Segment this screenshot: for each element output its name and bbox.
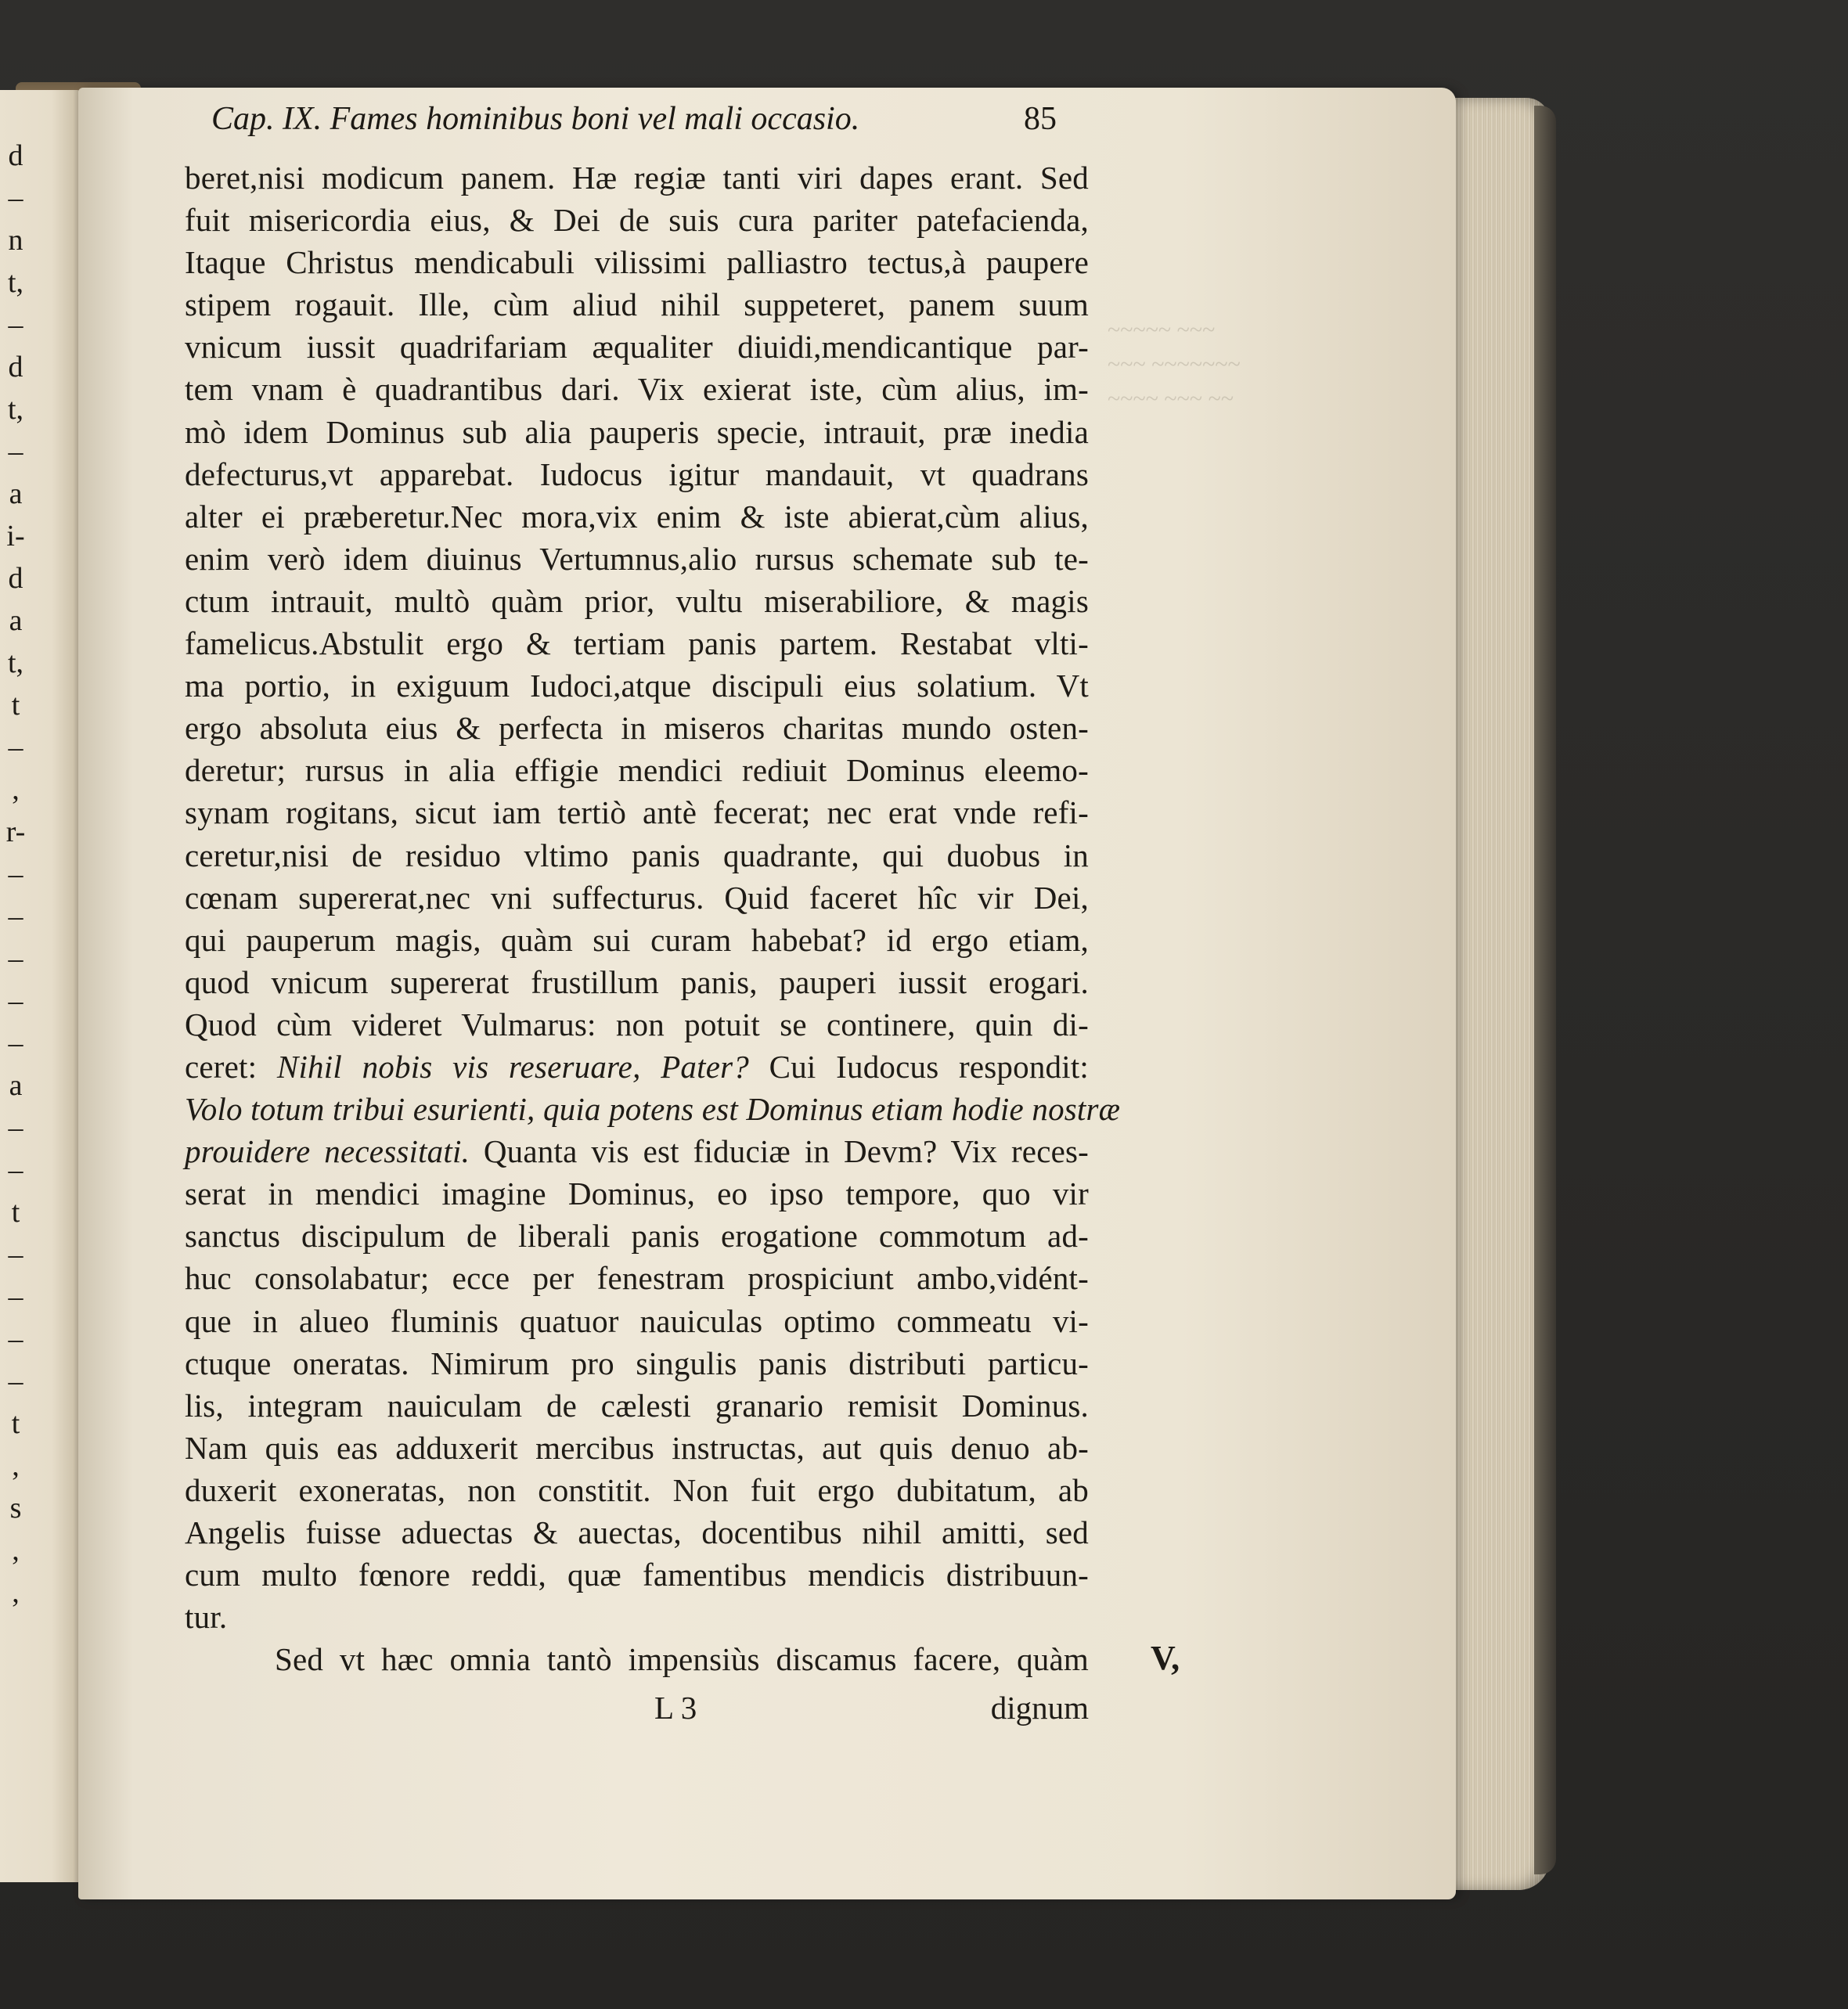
- catchword: dignum: [990, 1690, 1089, 1726]
- verso-line-ending: –: [8, 858, 23, 891]
- verso-line-ending: –: [8, 1238, 23, 1271]
- verso-line-ending: r-: [5, 815, 26, 848]
- text-line: famelicus.Abstulit ergo & tertiam panis partem. Restabat vlti-: [185, 625, 1089, 662]
- text-line: alter ei præberetur.Nec mora,vix enim & iste abierat,cùm alius,: [185, 498, 1089, 535]
- signature-mark: L 3: [654, 1690, 697, 1726]
- text-line: Sed vt hæc omnia tantò impensiùs discamus facere, quàm: [275, 1641, 1089, 1678]
- running-header: [211, 100, 1057, 147]
- text-line: sanctus discipulum de liberali panis erogatione commotum ad-: [185, 1218, 1089, 1255]
- text-line: Quod cùm videret Vulmarus: non potuit se continere, quin di-: [185, 1006, 1089, 1042]
- text-line: vnicum iussit quadrifariam æqualiter diuidi,mendicantique par-: [185, 329, 1089, 365]
- left-page-edge: [0, 90, 86, 1882]
- text-line: synam rogitans, sicut iam tertiò antè fecerat; nec erat vnde refi-: [185, 794, 1089, 831]
- text-line: Angelis fuisse aduectas & auectas, docentibus nihil amitti, sed: [185, 1514, 1089, 1550]
- verso-line-ending: s: [9, 1492, 22, 1525]
- verso-line-ending: a: [9, 604, 23, 637]
- verso-line-ending: t: [11, 1407, 20, 1440]
- text-line: tem vnam è quadrantibus dari. Vix exierat iste, cùm alius, im-: [185, 371, 1089, 408]
- text-line: stipem rogauit. Ille, cùm aliud nihil suppeteret, panem suum: [185, 286, 1089, 323]
- text-line: ma portio, in exiguum Iudoci,atque discipuli eius solatium. Vt: [185, 668, 1089, 704]
- text-line: ctum intrauit, multò quàm prior, vultu miserabiliore, & magis: [185, 582, 1089, 619]
- verso-line-ending: d: [8, 351, 23, 383]
- verso-line-ending: –: [8, 1027, 23, 1060]
- text-line: Itaque Christus mendicabuli vilissimi palliastro tectus,à paupere: [185, 244, 1089, 281]
- verso-line-ending: t,: [7, 646, 24, 679]
- verso-line-ending: d: [8, 562, 23, 595]
- verso-line-ending: ,: [12, 773, 20, 806]
- text-line: mò idem Dominus sub alia pauperis specie, intrauit, præ inedia: [185, 413, 1089, 450]
- verso-line-ending: –: [8, 1323, 23, 1356]
- running-title: Cap. IX. Fames hominibus boni vel mali occasio.: [211, 101, 860, 137]
- text-line: cœnam supererat,nec vni suffecturus. Quid faceret hîc vir Dei,: [185, 879, 1089, 916]
- verso-line-ending: ,: [12, 1576, 20, 1609]
- page-number: 85: [1024, 101, 1057, 137]
- verso-line-ending: d: [8, 139, 23, 172]
- verso-line-ending: –: [8, 1154, 23, 1186]
- text-line: fuit misericordia eius, & Dei de suis cura pariter patefacienda,: [185, 202, 1089, 239]
- text-line: beret,nisi modicum panem. Hæ regiæ tanti viri dapes erant. Sed: [185, 160, 1089, 196]
- text-line: huc consolabatur; ecce per fenestram prospiciunt ambo,vidént-: [185, 1260, 1089, 1297]
- verso-line-ending: –: [8, 731, 23, 764]
- text-line: tur.: [185, 1599, 228, 1636]
- margin-mark: V,: [1151, 1639, 1180, 1677]
- verso-line-ending: –: [8, 900, 23, 933]
- text-line: deretur; rursus in alia effigie mendici rediuit Dominus eleemo-: [185, 752, 1089, 789]
- text-line: ctuque oneratas. Nimirum pro singulis panis distributi particu-: [185, 1345, 1089, 1381]
- text-line: enim verò idem diuinus Vertumnus,alio rursus schemate sub te-: [185, 540, 1089, 577]
- text-line: cum multo fœnore reddi, quæ famentibus mendicis distribuun-: [185, 1557, 1089, 1593]
- verso-line-ending: –: [8, 1111, 23, 1144]
- verso-line-ending: a: [9, 1069, 23, 1102]
- verso-line-ending: ,: [12, 1534, 20, 1567]
- book-cover-edge: [1534, 106, 1556, 1874]
- text-line: serat in mendici imagine Dominus, eo ipso tempore, quo vir: [185, 1176, 1089, 1212]
- text-line: lis, integram nauiculam de cælesti granario remisit Dominus.: [185, 1387, 1089, 1424]
- text-line: qui pauperum magis, quàm sui curam habebat? id ergo etiam,: [185, 921, 1089, 958]
- verso-line-ending: –: [8, 942, 23, 975]
- verso-line-ending: t,: [7, 266, 24, 299]
- text-line: defecturus,vt apparebat. Iudocus igitur mandauit, vt quadrans: [185, 455, 1089, 492]
- text-line: ergo absoluta eius & perfecta in miseros charitas mundo osten-: [185, 710, 1089, 747]
- text-line: Volo totum tribui esurienti, quia potens est Dominus etiam hodie nostræ: [185, 1091, 1121, 1128]
- text-line: prouidere necessitati. Quanta vis est fiduciæ in Devm? Vix reces-: [185, 1133, 1090, 1170]
- text-line: que in alueo fluminis quatuor nauiculas optimo commeatu vi-: [185, 1302, 1089, 1339]
- verso-line-ending: –: [8, 1365, 23, 1398]
- verso-line-ending: –: [8, 308, 23, 341]
- verso-line-ending: t: [11, 689, 20, 722]
- show-through-marginalia: ~~~~~ ~~~ ~~~ ~~~~~~~ ~~~~ ~~~ ~~: [1108, 317, 1241, 412]
- text-line: duxerit exoneratas, non constitit. Non fuit ergo dubitatum, ab: [185, 1471, 1089, 1508]
- text-line: Nam quis eas adduxerit mercibus instructas, aut quis denuo ab-: [185, 1429, 1089, 1466]
- verso-line-ending: –: [8, 182, 23, 214]
- verso-line-ending: i-: [6, 520, 25, 553]
- verso-line-ending: ,: [12, 1449, 20, 1482]
- verso-line-ending: –: [8, 985, 23, 1017]
- verso-line-ending: n: [8, 224, 23, 257]
- verso-line-ending: t,: [7, 393, 24, 426]
- catchline: [185, 1687, 1089, 1729]
- text-line: ceret: Nihil nobis vis reseruare, Pater? Cui Iudocus respondit:: [185, 1048, 1089, 1085]
- text-line: quod vnicum supererat frustillum panis, pauperi iussit erogari.: [185, 963, 1089, 1000]
- text-line: ceretur,nisi de residuo vltimo panis quadrante, qui duobus in: [185, 837, 1089, 873]
- verso-line-ending: –: [8, 435, 23, 468]
- verso-line-ending: t: [11, 1196, 20, 1229]
- body-text: [185, 157, 1121, 1680]
- verso-line-ending: –: [8, 1280, 23, 1313]
- verso-line-ending: a: [9, 477, 23, 510]
